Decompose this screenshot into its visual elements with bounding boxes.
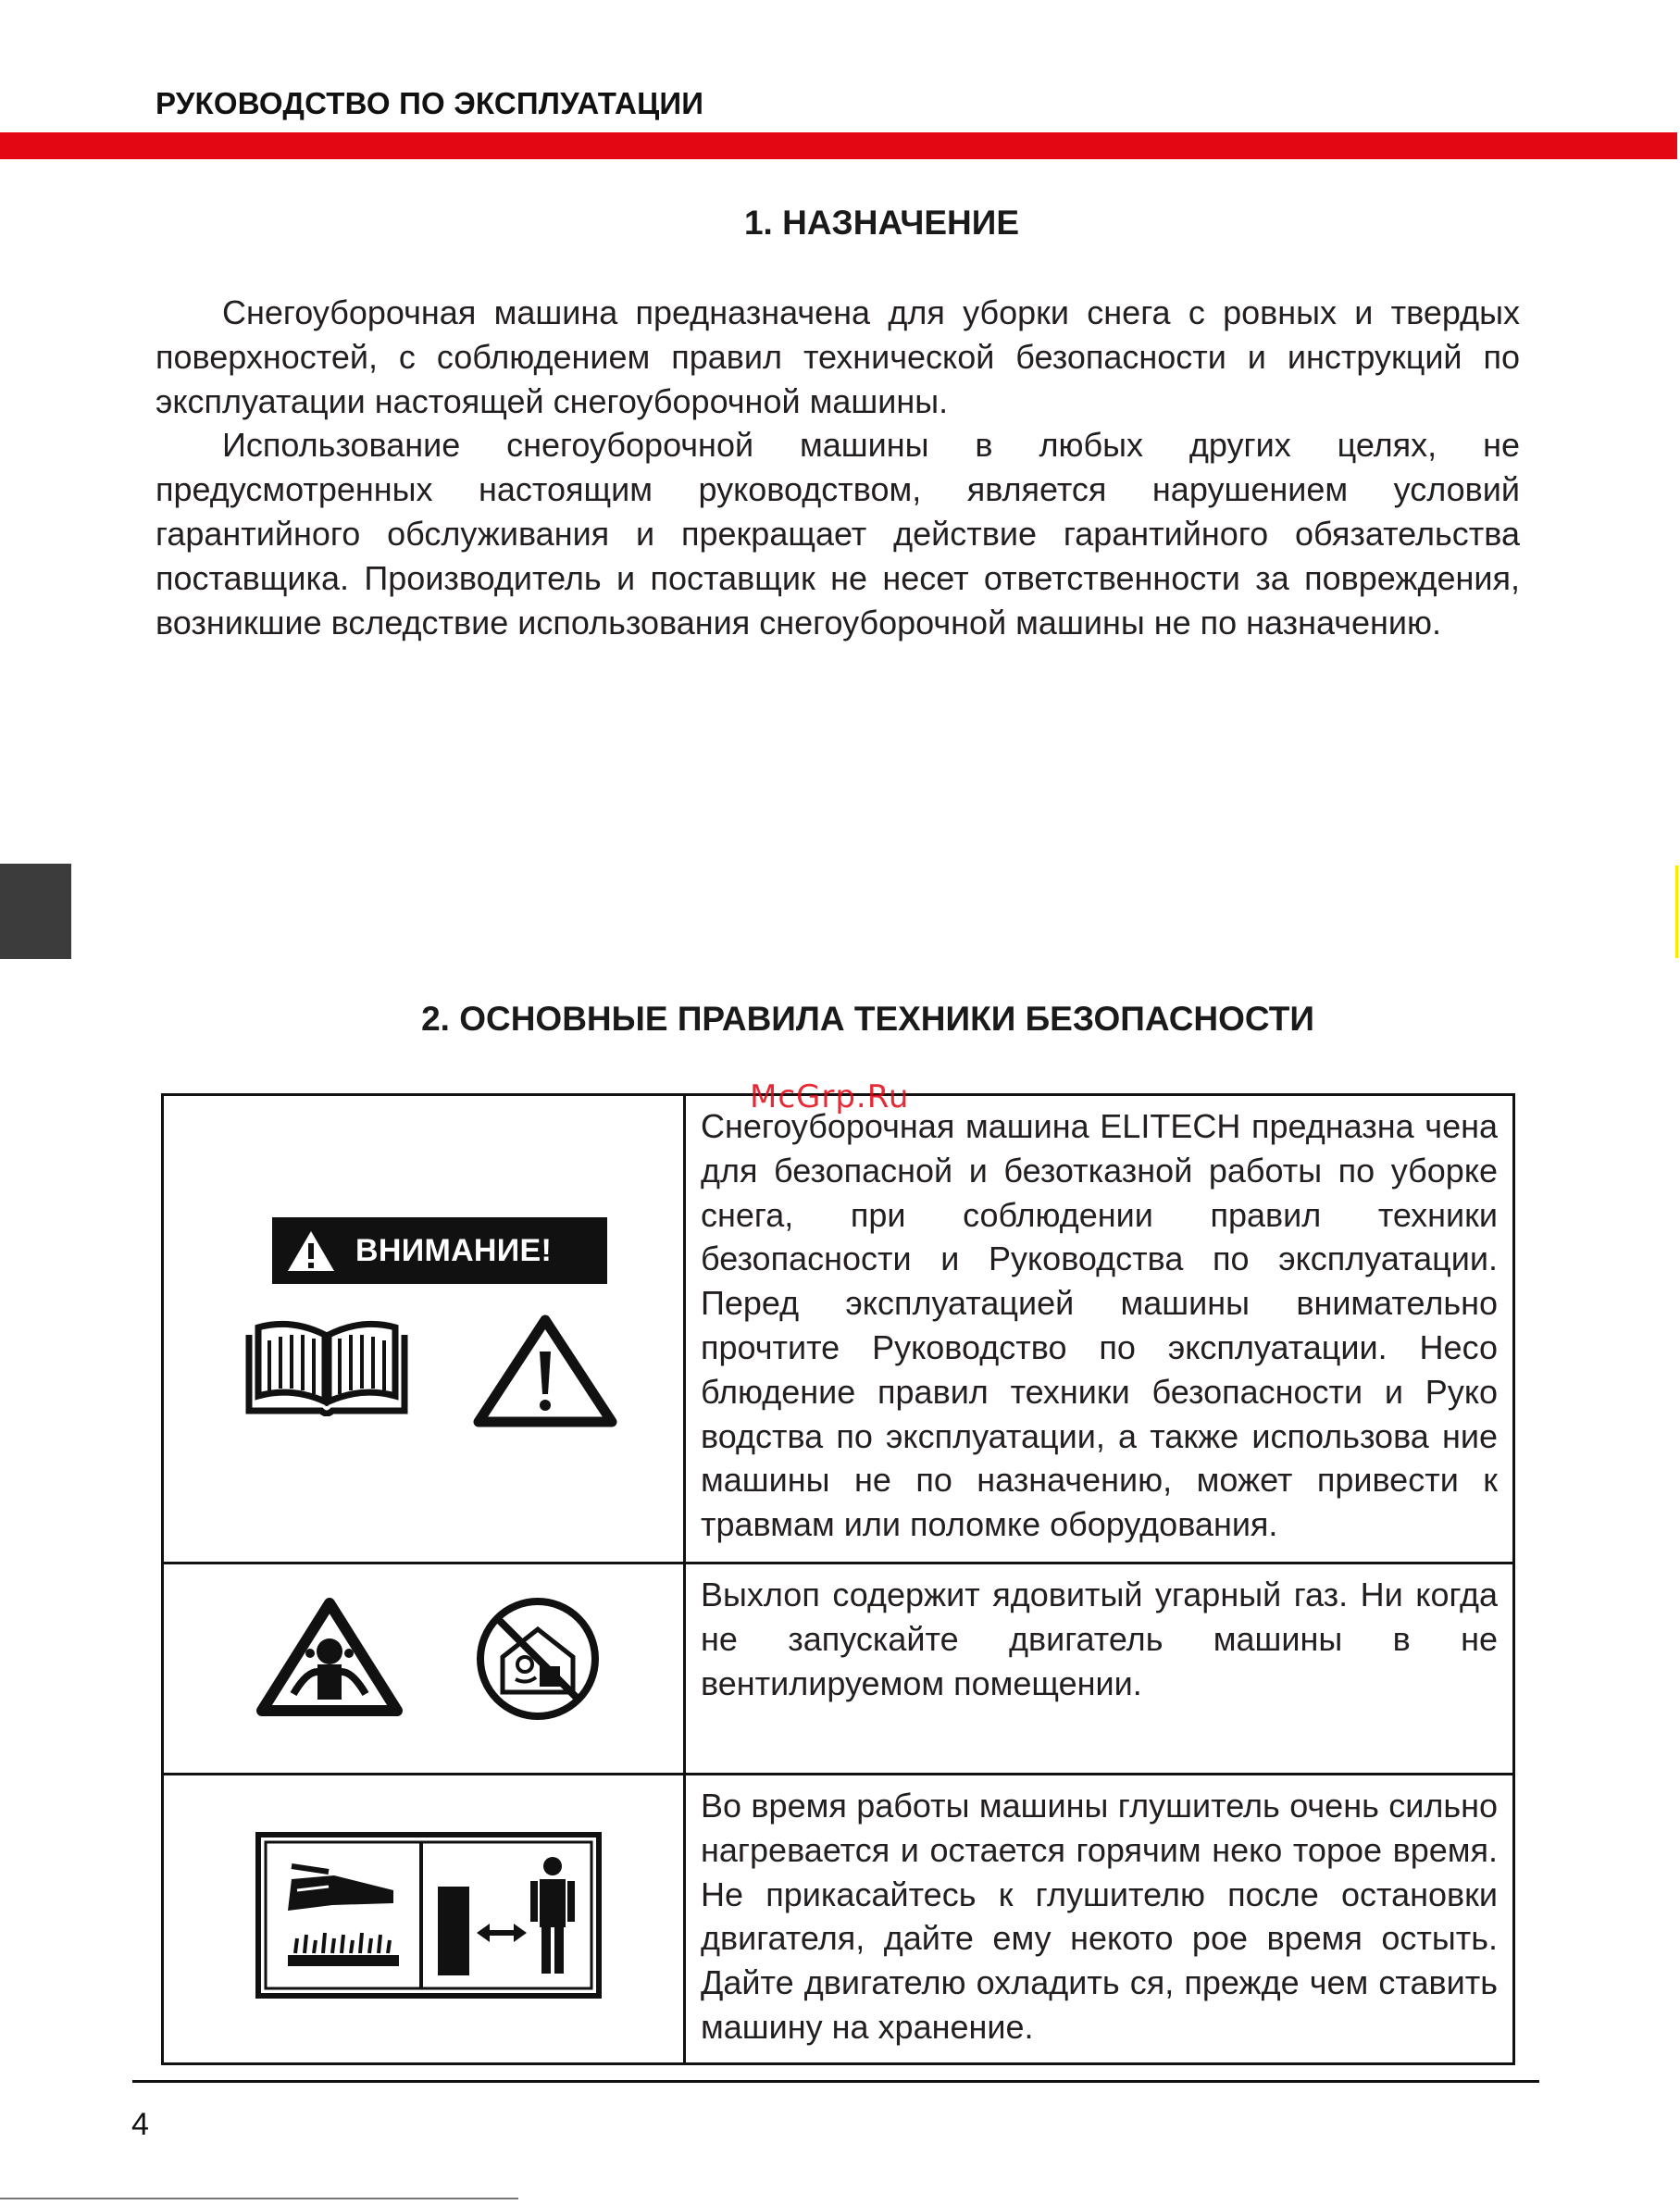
icon-cell — [163, 1775, 685, 2064]
text-cell: Снегоуборочная машина ELITECH предназна чена для безопасной и безотказной работы по уборке снега, при соблюдении правил техники безопасности и Руководства по эксплуатации. Перед эксплуатацией машины внимательно прочтите Руководство по эксплуатации. Несо блюдение правил техники безопасности и Руко водства по эксплуатации, а также использова ние машины не по назначению, может привести к травмам или поломке оборудования. — [685, 1095, 1514, 1563]
icon-cell — [163, 1563, 685, 1775]
hot-muffler-pictogram — [255, 1831, 603, 2004]
table-row — [163, 1095, 1514, 1563]
paragraph: Использование снегоуборочной машины в любых других целях, не предусмотренных настоящим руководством, является нарушением условий гарантийного обслуживания и прекращает действие гарантийного обязательства поставщика. Производитель и поставщик не несет ответственности за повреждения, возникшие вследствие использования снегоуборочной машины не по назначению. — [156, 426, 1520, 642]
bottom-rule — [0, 2198, 518, 2199]
section-1-title: 1. НАЗНАЧЕНИЕ — [743, 204, 1020, 242]
running-header: РУКОВОДСТВО ПО ЭКСПЛУАТАЦИИ — [156, 86, 704, 120]
book-icon — [243, 1318, 410, 1421]
text-cell: Во время работы машины глушитель очень сильно нагревается и остается горячим неко торое время. Не прикасайтесь к глушителю после остановки двигателя, дайте ему некото рое время остыть. Дайте двигателю охладить ся, прежде чем ставить машину на хранение. — [685, 1775, 1514, 2064]
chapter-tab — [0, 864, 71, 959]
warning-banner — [272, 1217, 607, 1284]
watermark: McGrp.Ru — [750, 1078, 910, 1115]
icon-cell — [163, 1095, 685, 1563]
footer-rule — [132, 2080, 1539, 2083]
safety-table — [161, 1093, 1515, 2065]
paragraph: Снегоуборочная машина предназначена для уборки снега с ровных и твердых поверхностей, с соблюдением правил технической безопасности и инструкций по эксплуатации настоящей снегоуборочной машины. — [156, 293, 1520, 420]
section-1-body — [156, 291, 1520, 644]
edge-mark — [1675, 866, 1678, 958]
warning-triangle-icon — [473, 1314, 617, 1432]
toxic-gas-warning-icon — [256, 1598, 403, 1721]
no-indoor-operation-icon — [475, 1596, 601, 1726]
warning-label: ВНИМАНИЕ! — [355, 1232, 553, 1268]
page-number: 4 — [131, 2107, 149, 2142]
warning-small-icon — [272, 1217, 350, 1284]
table-row — [163, 1563, 1514, 1775]
section-2-title: 2. ОСНОВНЫЕ ПРАВИЛА ТЕХНИКИ БЕЗОПАСНОСТИ — [421, 1000, 1314, 1038]
text-cell: Выхлоп содержит ядовитый угарный газ. Ни когда не запускайте двигатель машины в не вентилируемом помещении. — [685, 1563, 1514, 1775]
table-row — [163, 1775, 1514, 2064]
red-header-band — [0, 132, 1677, 159]
